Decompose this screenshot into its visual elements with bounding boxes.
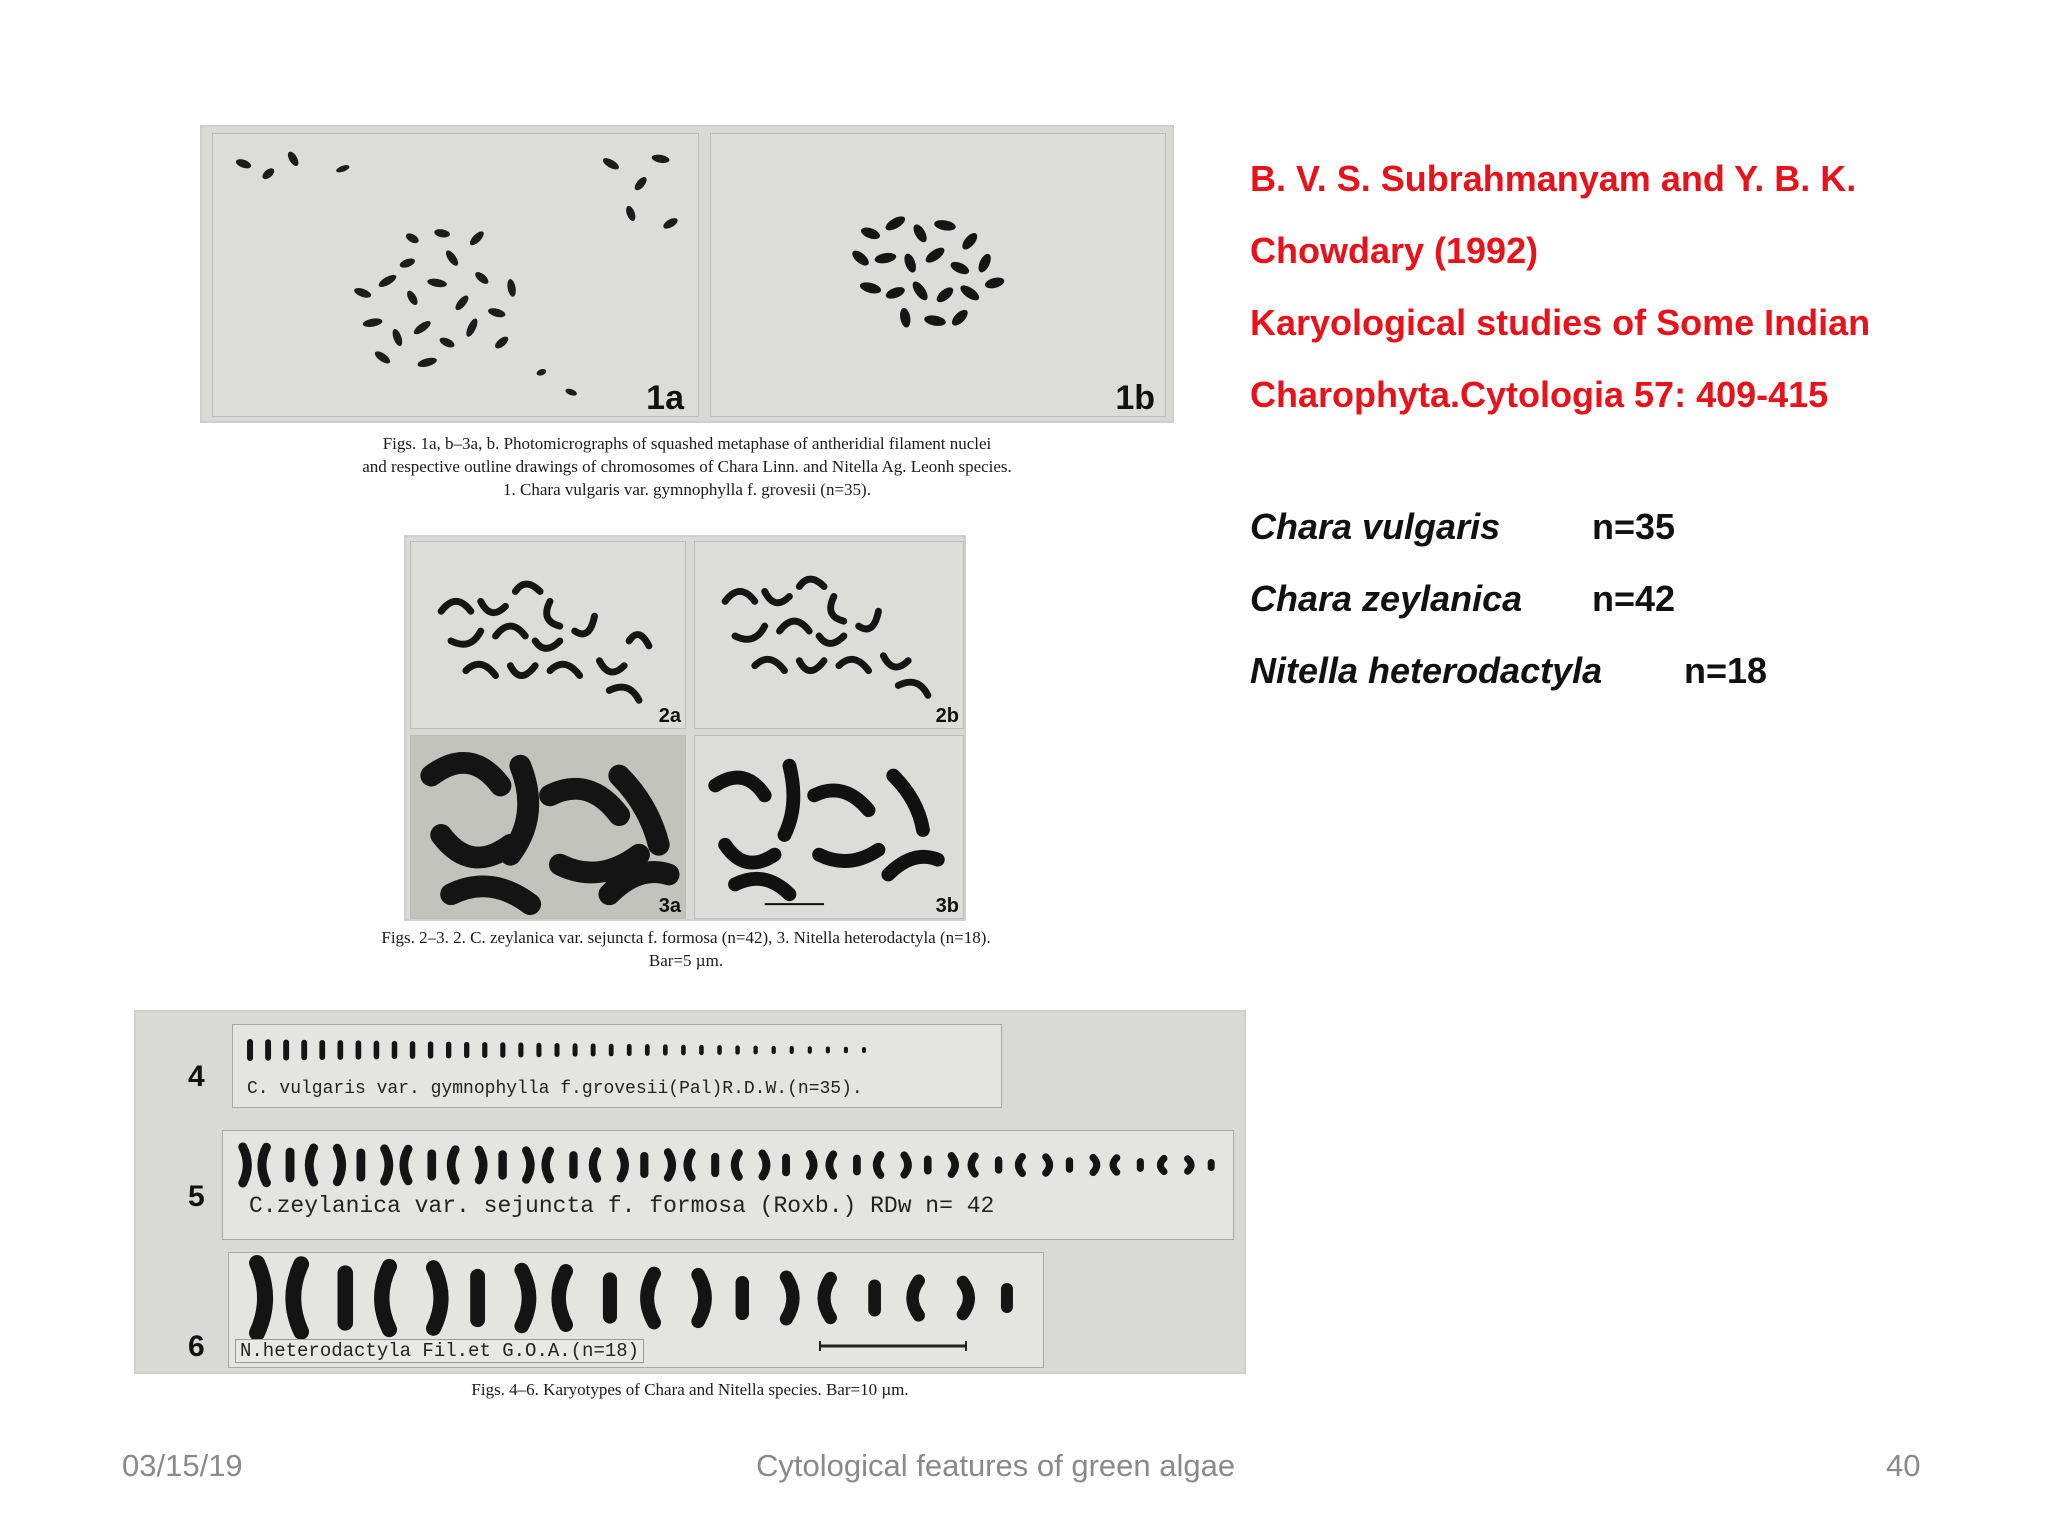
karyotype-chromosome xyxy=(428,1041,433,1058)
karyotype-chromosome xyxy=(247,1039,253,1061)
karyotype-chromosome xyxy=(645,1044,650,1056)
karyotype-chromosome xyxy=(1019,1157,1023,1174)
karyotype-chromosome xyxy=(301,1040,307,1061)
chromosome-drawing-2b xyxy=(695,542,963,728)
karyotype-chromosome xyxy=(404,1149,408,1181)
karyotype-chromosome xyxy=(536,1043,541,1057)
karyotype-chromosome xyxy=(593,1151,597,1178)
karyotype-chromosome xyxy=(446,1042,451,1059)
panel-label-2b: 2b xyxy=(935,705,959,727)
karyotype-chromosomes-5 xyxy=(223,1131,1235,1191)
karyotype-chromosome xyxy=(385,1149,389,1181)
karyotype-chromosome xyxy=(810,1154,814,1176)
karyotype-chromosome xyxy=(293,1264,301,1332)
karyotype-chromosome xyxy=(668,1152,672,1177)
chromosome-count: n=35 xyxy=(1592,506,1676,547)
reference-title: Karyological studies of Some Indian xyxy=(1250,302,1871,343)
karyotype-chromosome xyxy=(1160,1158,1164,1171)
karyotype-chromosome xyxy=(688,1153,692,1178)
karyotype-chromosome xyxy=(1046,1157,1050,1173)
karyotype-chromosome xyxy=(1208,1159,1215,1171)
karyotype-chromosome xyxy=(717,1045,721,1055)
karyotype-chromosome xyxy=(464,1042,469,1058)
karyotype-chromosome xyxy=(470,1269,485,1327)
karyotype-chromosome xyxy=(753,1046,757,1055)
karyotype-row-4 xyxy=(232,1024,1002,1108)
chromosome-count: n=18 xyxy=(1684,650,1768,691)
karyotype-chromosome xyxy=(451,1150,455,1181)
karyotype-chromosome xyxy=(569,1151,577,1179)
karyotype-chromosome xyxy=(971,1156,975,1174)
panel-label-3b: 3b xyxy=(935,895,959,917)
karyotype-chromosome xyxy=(829,1154,833,1175)
karyotype-chromosome xyxy=(711,1153,719,1177)
karyotype-chromosome xyxy=(1093,1158,1097,1173)
karyotype-chromosome xyxy=(356,1040,362,1059)
karyotype-chromosome xyxy=(627,1044,632,1056)
species-name: Nitella heterodactyla xyxy=(1250,650,1603,691)
karyotype-chromosome xyxy=(518,1043,523,1058)
panel-label-3a: 3a xyxy=(658,895,681,917)
chromosome-spread-1a xyxy=(213,134,698,416)
karyotype-chromosome xyxy=(824,1278,830,1317)
karyotype-chromosome xyxy=(699,1045,704,1055)
karyotype-chromosome xyxy=(243,1147,248,1183)
karyotype-chromosome xyxy=(963,1282,969,1314)
karyotype-chromosome xyxy=(337,1148,341,1182)
karyotype-chromosome xyxy=(924,1155,932,1174)
karyotype-chromosome xyxy=(427,1149,436,1180)
reference-year: Chowdary (1992) xyxy=(1250,230,1539,271)
photomicrograph-1a xyxy=(212,133,699,417)
karyotype-chromosome xyxy=(434,1268,442,1329)
karyotype-number-4: 4 xyxy=(188,1060,205,1093)
karyotype-chromosome xyxy=(698,1275,705,1321)
karyotype-chromosomes-6 xyxy=(229,1253,1045,1339)
karyotype-chromosome xyxy=(853,1155,861,1176)
karyotype-chromosome xyxy=(862,1047,866,1053)
karyotype-chromosome xyxy=(392,1041,398,1059)
karyotype-chromosome xyxy=(526,1151,530,1180)
karyotype-chromosome xyxy=(912,1281,918,1316)
karyotype-chromosome xyxy=(647,1274,654,1323)
karyotype-chromosome xyxy=(357,1148,366,1181)
karyotype-chromosome xyxy=(609,1044,614,1057)
karyotype-chromosomes-4 xyxy=(233,1025,1003,1065)
karyotype-chromosome xyxy=(951,1156,955,1174)
karyotype-number-5: 5 xyxy=(188,1180,205,1213)
chromosome-spread-2a xyxy=(411,542,685,728)
photomicrograph-3b xyxy=(694,735,964,919)
figure-2-3-caption-line1: Figs. 2–3. 2. C. zeylanica var. sejuncta f. formosa (n=42), 3. Nitella heterodactyla (n=18). xyxy=(381,928,991,947)
karyotype-chromosome xyxy=(283,1039,289,1060)
karyotype-chromosome xyxy=(482,1042,487,1058)
karyotype-number-6: 6 xyxy=(188,1330,205,1363)
scale-bar-10um xyxy=(816,1340,976,1352)
karyotype-chromosome xyxy=(762,1153,766,1176)
species-name: Chara vulgaris xyxy=(1250,506,1501,547)
karyotype-chromosome xyxy=(374,1041,380,1060)
karyotype-chromosome xyxy=(546,1151,550,1179)
karyotype-label-6: N.heterodactyla Fil.et G.O.A.(n=18) xyxy=(235,1339,644,1363)
karyotype-chromosome xyxy=(844,1047,848,1053)
karyotype-chromosome xyxy=(559,1271,566,1325)
karyotype-chromosome xyxy=(265,1039,271,1061)
karyotype-row-5 xyxy=(222,1130,1234,1240)
karyotype-chromosome xyxy=(500,1042,505,1057)
karyotype-chromosome xyxy=(826,1047,830,1054)
chromosome-drawing-3b xyxy=(695,736,963,918)
karyotype-chromosome xyxy=(1001,1283,1013,1313)
figure-1-caption-line2: and respective outline drawings of chromosomes of Chara Linn. and Nitella Ag. Leonh species. xyxy=(362,457,1012,476)
karyotype-chromosome xyxy=(338,1265,354,1330)
footer-date: 03/15/19 xyxy=(122,1448,243,1483)
figure-1-plate xyxy=(200,125,1174,423)
species-name: Chara zeylanica xyxy=(1250,578,1523,619)
chromosome-spread-1b xyxy=(711,134,1165,416)
photomicrograph-2b xyxy=(694,541,964,729)
karyotype-chromosome xyxy=(555,1043,560,1057)
karyotype-chromosome xyxy=(663,1044,668,1055)
karyotype-label-5: C.zeylanica var. sejuncta f. formosa (Roxb.) RDw n= 42 xyxy=(249,1193,995,1219)
footer-title: Cytological features of green algae xyxy=(756,1448,1236,1483)
panel-label-1a: 1a xyxy=(646,379,684,417)
karyotype-chromosome xyxy=(808,1046,812,1053)
figure-1-caption-line3: 1. Chara vulgaris var. gymnophylla f. grovesii (n=35). xyxy=(503,480,871,499)
figure-2-3-caption xyxy=(196,926,1176,972)
karyotype-chromosome xyxy=(1113,1158,1117,1172)
karyotype-chromosome xyxy=(522,1270,529,1326)
karyotype-chromosome xyxy=(1137,1158,1144,1172)
figure-2-3-plate xyxy=(404,535,966,921)
karyotype-chromosome xyxy=(735,1153,739,1177)
karyotype-chromosome xyxy=(479,1150,483,1180)
karyotype-chromosome xyxy=(337,1040,343,1060)
karyotype-chromosome xyxy=(262,1147,266,1182)
figure-1-caption xyxy=(200,432,1174,501)
karyotype-chromosome xyxy=(319,1040,325,1060)
karyotype-chromosome xyxy=(904,1155,908,1175)
karyotype-chromosome xyxy=(621,1152,625,1179)
figure-4-6-caption: Figs. 4–6. Karyotypes of Chara and Nitella species. Bar=10 µm. xyxy=(471,1380,909,1399)
karyotype-chromosome xyxy=(603,1272,617,1323)
photomicrograph-2a xyxy=(410,541,686,729)
figure-4-6-plate xyxy=(134,1010,1246,1374)
karyotype-chromosome xyxy=(782,1154,790,1177)
karyotype-chromosome xyxy=(681,1045,686,1056)
karyotype-chromosome xyxy=(1066,1157,1073,1173)
karyotype-label-4: C. vulgaris var. gymnophylla f.grovesii(Pal)R.D.W.(n=35). xyxy=(247,1079,863,1099)
karyotype-chromosome xyxy=(382,1267,390,1330)
karyotype-chromosome xyxy=(498,1150,506,1180)
photomicrograph-3a xyxy=(410,735,686,919)
karyotype-chromosome xyxy=(591,1043,596,1056)
chromosome-spread-3a xyxy=(411,736,685,918)
species-row-chara-zeylanica xyxy=(1250,578,1676,620)
karyotype-chromosome xyxy=(286,1148,295,1183)
karyotype-chromosome xyxy=(790,1046,794,1054)
reference-authors: B. V. S. Subrahmanyam and Y. B. K. xyxy=(1250,158,1857,199)
karyotype-chromosome xyxy=(640,1152,648,1178)
species-row-nitella-heterodactyla xyxy=(1250,650,1768,692)
karyotype-chromosome xyxy=(735,1045,739,1054)
footer-page-number: 40 xyxy=(1886,1448,1921,1483)
karyotype-chromosome xyxy=(573,1043,578,1057)
karyotype-chromosome xyxy=(786,1277,793,1319)
species-row-chara-vulgaris xyxy=(1250,506,1676,548)
karyotype-chromosome xyxy=(772,1046,776,1054)
karyotype-chromosome xyxy=(877,1155,881,1175)
karyotype-chromosome xyxy=(1188,1159,1192,1172)
karyotype-chromosome xyxy=(736,1276,749,1320)
panel-label-2a: 2a xyxy=(658,705,681,727)
figure-1-caption-line1: Figs. 1a, b–3a, b. Photomicrographs of squashed metaphase of antheridial filament nuclei xyxy=(382,434,992,453)
panel-label-1b: 1b xyxy=(1115,379,1155,417)
karyotype-chromosome xyxy=(410,1041,415,1059)
chromosome-count: n=42 xyxy=(1592,578,1676,619)
karyotype-chromosome xyxy=(257,1263,265,1333)
karyotype-chromosome xyxy=(309,1148,313,1182)
karyotype-chromosome xyxy=(995,1156,1002,1173)
reference-journal: Charophyta.Cytologia 57: 409-415 xyxy=(1250,374,1829,415)
karyotype-chromosome xyxy=(868,1279,881,1316)
photomicrograph-1b xyxy=(710,133,1166,417)
figure-2-3-caption-line2: Bar=5 µm. xyxy=(648,951,724,970)
